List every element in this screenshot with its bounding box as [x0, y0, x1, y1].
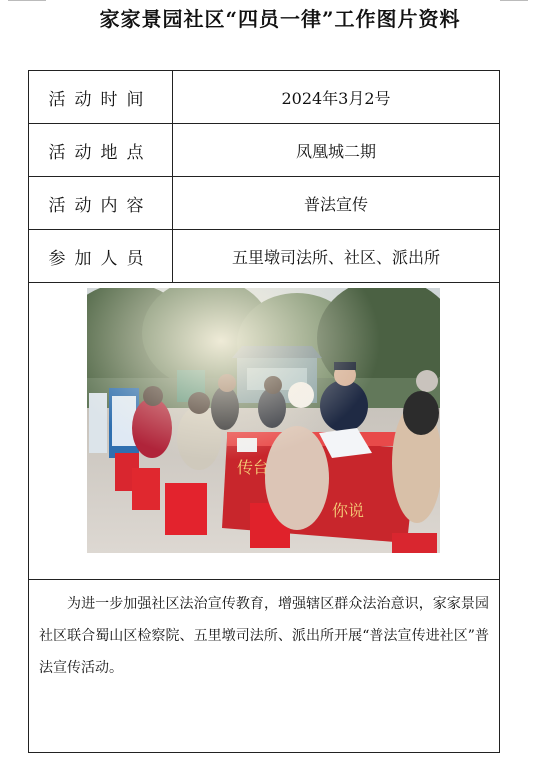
label-location: 活动地点: [29, 124, 173, 177]
description-cell: [29, 580, 500, 753]
top-rule-left: [8, 0, 46, 1]
event-photo-illustration: [87, 288, 440, 553]
row-time: [29, 71, 500, 124]
page-title: 家家景园社区“四员一律”工作图片资料: [99, 7, 461, 31]
value-location: 凤凰城二期: [173, 124, 500, 177]
top-rule-right: [500, 0, 528, 1]
label-content: 活动内容: [29, 177, 173, 230]
row-description: [29, 580, 500, 753]
event-photo: [87, 288, 440, 553]
label-participants: 参加人员: [29, 230, 173, 283]
photo-cell: [29, 283, 500, 580]
row-content: [29, 177, 500, 230]
value-participants: 五里墩司法所、社区、派出所: [173, 230, 500, 283]
row-participants: [29, 230, 500, 283]
label-time: 活动时间: [29, 71, 173, 124]
row-photo: [29, 283, 500, 580]
value-time: 2024年3月2号: [173, 71, 500, 124]
description-text: 为进一步加强社区法治宣传教育，增强辖区群众法治意识，家家景园社区联合蜀山区检察院、五里墩司法所、派出所开展“普法宣传进社区”普法宣传活动。: [39, 596, 489, 676]
value-content: 普法宣传: [173, 177, 500, 230]
row-location: [29, 124, 500, 177]
activity-form: [28, 70, 500, 753]
